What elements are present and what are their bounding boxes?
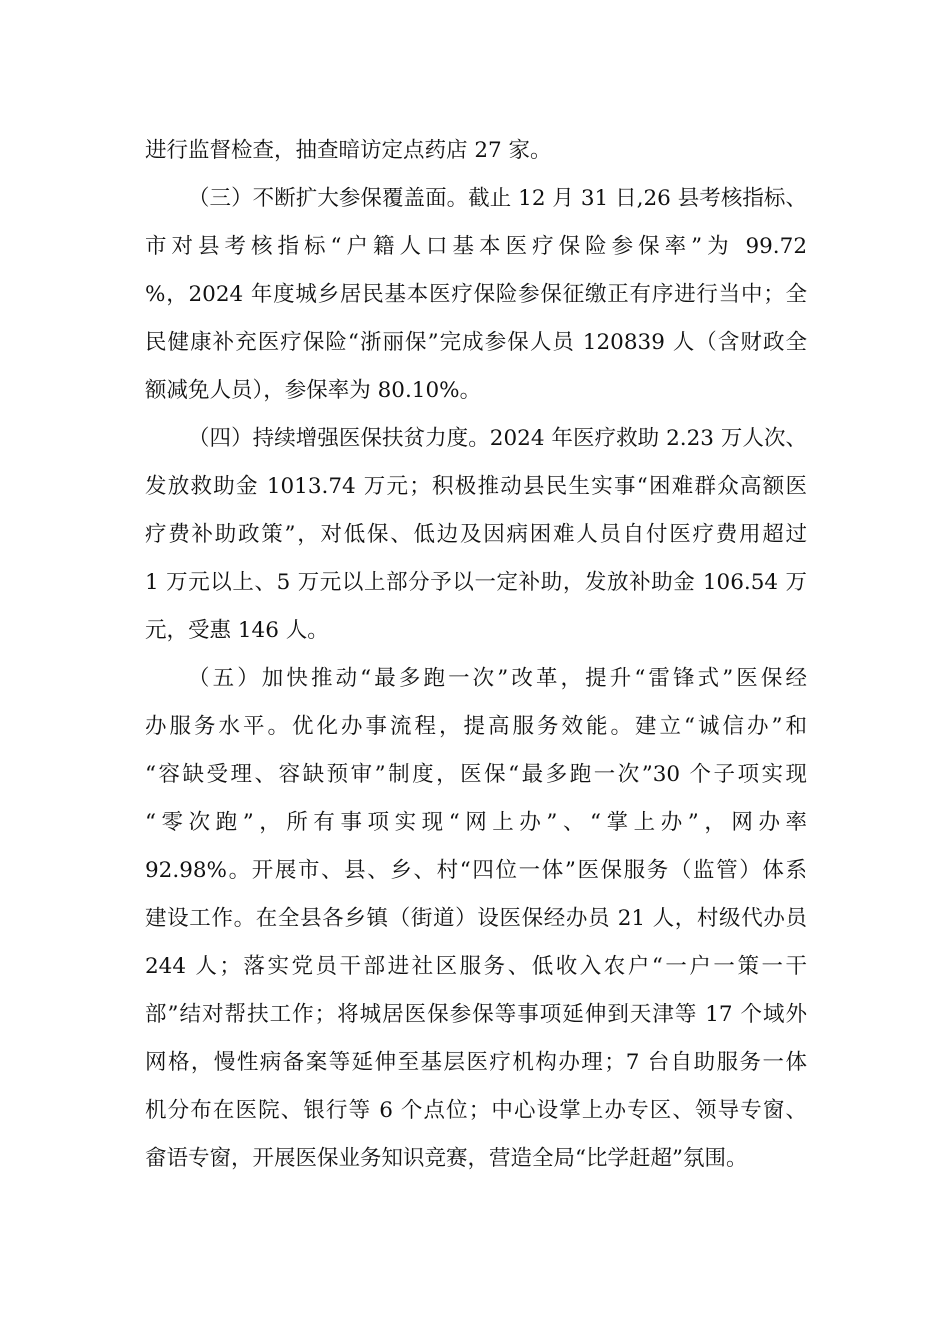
text-line: 244 人；落实党员干部进社区服务、低收入农户“一户一策一干 xyxy=(145,954,807,979)
section-heading-5: （五）加快推动“最多跑一次”改革，提升“雷锋式”医保经 xyxy=(188,666,807,691)
text-line: 进行监督检查，抽查暗访定点药店 27 家。 xyxy=(145,138,552,163)
text-line: 机分布在医院、银行等 6 个点位；中心设掌上办专区、领导专窗、 xyxy=(145,1098,807,1123)
section-heading-4: （四）持续增强医保扶贫力度。2024 年医疗救助 2.23 万人次、 xyxy=(188,426,807,451)
text-line: 部”结对帮扶工作；将城居医保参保等事项延伸到天津等 17 个域外 xyxy=(145,1002,807,1027)
text-line: “容缺受理、容缺预审”制度，医保“最多跑一次”30 个子项实现 xyxy=(145,762,807,787)
text-line: 额减免人员），参保率为 80.10%。 xyxy=(145,378,482,403)
text-line: 1 万元以上、5 万元以上部分予以一定补助，发放补助金 106.54 万 xyxy=(145,570,807,595)
text-line: 建设工作。在全县各乡镇（街道）设医保经办员 21 人，村级代办员 xyxy=(145,906,807,931)
text-line: 民健康补充医疗保险“浙丽保”完成参保人员 120839 人（含财政全 xyxy=(145,330,807,355)
section-heading-3: （三）不断扩大参保覆盖面。截止 12 月 31 日,26 县考核指标、 xyxy=(188,186,807,211)
text-line: %，2024 年度城乡居民基本医疗保险参保征缴正有序进行当中；全 xyxy=(145,282,807,307)
text-line: 畲语专窗，开展医保业务知识竞赛，营造全局“比学赶超”氛围。 xyxy=(145,1146,748,1171)
text-line: 网格，慢性病备案等延伸至基层医疗机构办理；7 台自助服务一体 xyxy=(145,1050,807,1075)
text-line: 92.98%。开展市、县、乡、村“四位一体”医保服务（监管）体系 xyxy=(145,858,807,883)
text-line: “零次跑”，所有事项实现“网上办”、“掌上办”，网办率 xyxy=(145,810,807,835)
text-line: 疗费补助政策”，对低保、低边及因病困难人员自付医疗费用超过 xyxy=(145,522,807,547)
text-line: 元，受惠 146 人。 xyxy=(145,618,329,643)
text-line: 市对县考核指标“户籍人口基本医疗保险参保率”为 99.72 xyxy=(145,234,807,259)
text-line: 发放救助金 1013.74 万元；积极推动县民生实事“困难群众高额医 xyxy=(145,474,807,499)
text-line: 办服务水平。优化办事流程，提高服务效能。建立“诚信办”和 xyxy=(145,714,807,739)
